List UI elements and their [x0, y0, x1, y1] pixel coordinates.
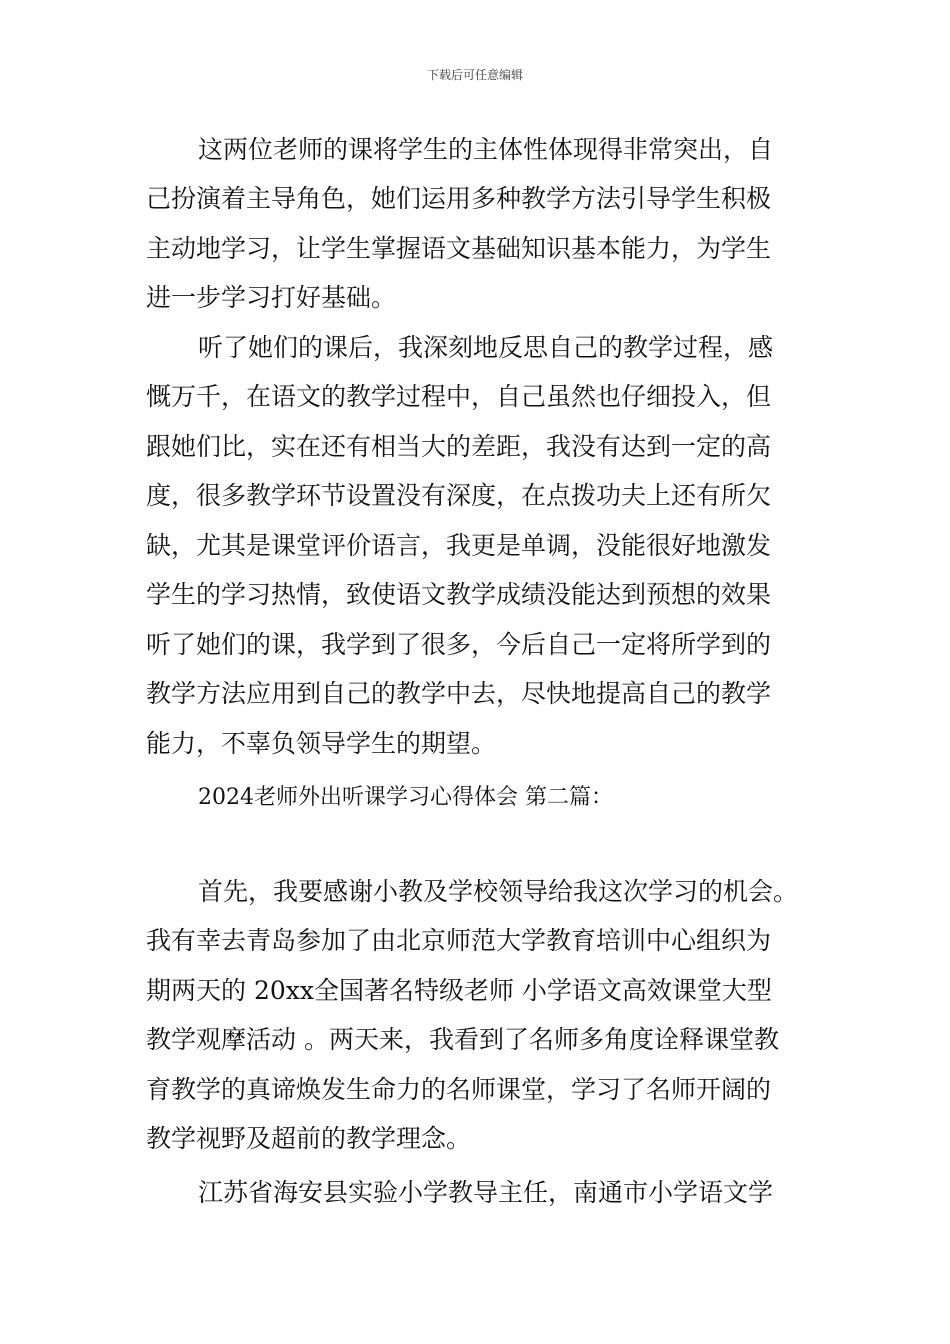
text-line: 听了她们的课后，我深刻地反思自己的教学过程，感 [198, 333, 774, 362]
text-line: 江苏省海安县实验小学教导主任，南通市小学语文学 [198, 1178, 774, 1207]
text-line: 学生的学习热情，致使语文教学成绩没能达到预想的效果 [146, 580, 772, 609]
text-line: 度，很多教学环节设置没有深度，在点拨功夫上还有所欠 [146, 481, 772, 510]
text-line: 主动地学习，让学生掌握语文基础知识基本能力，为学生 [146, 234, 772, 263]
text-line: 教学方法应用到自己的教学中去，尽快地提高自己的教学 [146, 679, 772, 708]
text-line: 期两天的 20xx全国著名特级老师 小学语文高效课堂大型 [146, 976, 772, 1005]
text-line: 我有幸去青岛参加了由北京师范大学教育培训中心组织为 [146, 926, 772, 955]
text-line: 缺，尤其是课堂评价语言，我更是单调，没能很好地激发 [146, 531, 772, 560]
text-line: 首先，我要感谢小教及学校领导给我这次学习的机会。 [198, 877, 799, 906]
page-header: 下载后可任意编辑 [426, 68, 523, 82]
text-line: 育教学的真谛焕发生命力的名师课堂，学习了名师开阔的 [146, 1075, 772, 1104]
section-heading: 2024老师外出听课学习心得体会 第二篇： [198, 785, 613, 810]
text-line: 教学视野及超前的教学理念。 [146, 1124, 472, 1153]
text-line: 教学观摩活动 。两天来，我看到了名师多角度诠释课堂教 [146, 1025, 779, 1054]
text-line: 慨万千，在语文的教学过程中，自己虽然也仔细投入，但 [146, 382, 772, 411]
text-line: 进一步学习打好基础。 [146, 283, 397, 312]
text-line: 己扮演着主导角色，她们运用多种教学方法引导学生积极 [146, 184, 772, 213]
text-line: 听了她们的课，我学到了很多，今后自己一定将所学到的 [146, 630, 772, 659]
text-line: 跟她们比，实在还有相当大的差距，我没有达到一定的高 [146, 432, 772, 461]
text-line: 能力，不辜负领导学生的期望。 [146, 729, 497, 758]
text-line: 这两位老师的课将学生的主体性体现得非常突出，自 [198, 135, 774, 164]
